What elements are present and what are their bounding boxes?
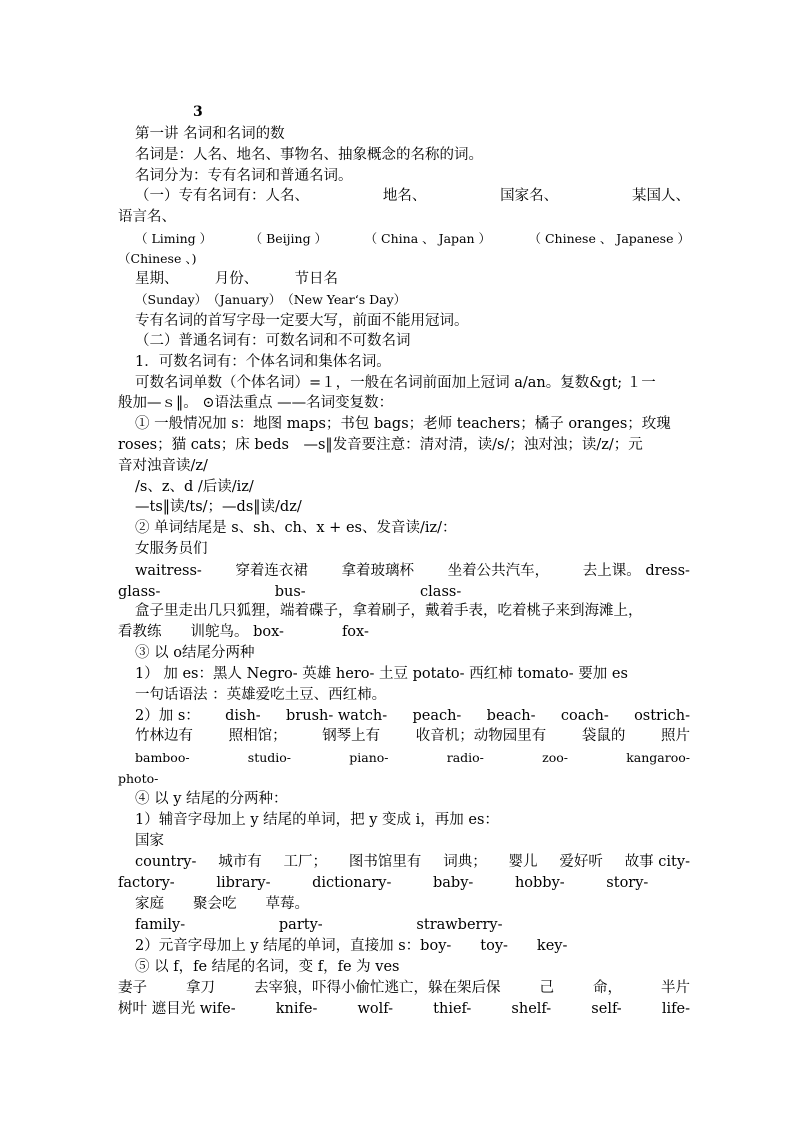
text-cell: 婴儿 — [508, 854, 538, 870]
text-cell: ostrich- — [634, 708, 690, 724]
text-line: 名词是：人名、地名、事物名、抽象概念的名称的词。 — [135, 147, 483, 163]
text-cell: 故事 city- — [624, 854, 690, 870]
text-cell: waitress- — [135, 563, 202, 579]
text-cell: 地名、 — [382, 188, 427, 204]
text-cell: brush- watch- — [286, 708, 388, 724]
text-line: /s、z、d /后读/iz/ — [135, 479, 254, 495]
text-cell: coach- — [560, 708, 609, 724]
text-line: ① 一般情况加 s：地图 maps；书包 bags；老师 teachers；橘子 oranges；玫瑰 — [135, 416, 671, 432]
text-cell: 竹林边有 — [135, 728, 193, 744]
text-cell: 词典； — [443, 854, 487, 870]
text-line: —ts‖读/ts/；—ds‖读/dz/ — [135, 499, 302, 515]
text-cell: （ China 、 Japan ） — [364, 231, 492, 246]
text-line: 可数名词单数（个体名词）=１，一般在名词前面加上冠词 a/an。复数&gt; １一 — [135, 375, 656, 391]
text-cell: 钢琴上有 — [322, 728, 381, 744]
text-line: 女服务员们 — [135, 541, 208, 557]
text-cell: peach- — [412, 708, 462, 724]
text-cell: bamboo- — [135, 750, 190, 765]
text-cell: story- — [606, 875, 649, 891]
text-cell: dictionary- — [312, 875, 392, 891]
text-cell: 去上课。 dress- — [582, 563, 690, 579]
text-line — [135, 706, 690, 726]
text-cell: 命， — [593, 980, 622, 996]
text-cell: zoo- — [542, 750, 568, 765]
text-cell: 收音机；动物园里有 — [415, 728, 547, 744]
text-cell: shelf- — [511, 1001, 552, 1017]
text-line: 盒子里走出几只狐狸，端着碟子，拿着刷子，戴着手表，吃着桃子来到海滩上， — [135, 603, 643, 619]
text-cell: 某国人、 — [631, 188, 690, 204]
text-line — [135, 915, 690, 935]
text-line — [135, 748, 690, 768]
text-line: （Sunday） （January） （New Year‘s Day） — [135, 292, 407, 307]
text-cell: life- — [661, 1001, 690, 1017]
text-cell: 图书馆里有 — [348, 854, 422, 870]
text-cell: bus- — [274, 584, 306, 600]
text-line — [118, 582, 690, 602]
text-cell: 半片 — [661, 980, 690, 996]
text-line: 音对浊音读/z/ — [118, 458, 208, 474]
text-line: ② 单词结尾是 s、sh、ch、x + es、发音读/iz/： — [135, 520, 457, 536]
text-line: 一句话语法 ：英雄爱吃土豆、西红柿。 — [135, 687, 387, 703]
text-cell: 爱好听 — [559, 854, 603, 870]
text-cell: hobby- — [514, 875, 565, 891]
text-cell: 照片 — [660, 728, 690, 744]
text-cell: piano- — [349, 750, 389, 765]
text-line — [135, 229, 690, 249]
text-cell: glass- — [118, 584, 161, 600]
text-cell: 袋鼠的 — [581, 728, 626, 744]
text-line: 般加—ｓ‖。 ⊙语法重点 ——名词变复数： — [118, 395, 394, 411]
text-cell: 去宰狼，吓得小偷忙逃亡，躲在架后保 — [254, 980, 501, 996]
text-cell: 拿刀 — [186, 980, 215, 996]
text-cell: kangaroo- — [626, 750, 690, 765]
text-cell: 坐着公共汽车， — [447, 563, 550, 579]
text-cell: baby- — [433, 875, 474, 891]
text-line: ⑤ 以 f，fe 结尾的名词，变 f，fe 为 ves — [135, 959, 400, 975]
text-line: （二）普通名词有：可数名词和不可数名词 — [135, 333, 411, 349]
text-line: 家庭 聚会吃 草莓。 — [135, 896, 309, 912]
text-cell: knife- — [275, 1001, 318, 1017]
text-cell: family- — [135, 917, 186, 933]
text-line — [118, 873, 690, 893]
text-cell: library- — [216, 875, 271, 891]
text-line — [135, 726, 690, 746]
text-line: （Chinese 、) — [118, 251, 197, 266]
text-line — [135, 186, 690, 206]
text-cell: 树叶 遮目光 wife- — [118, 1001, 236, 1017]
text-line: ④ 以 y 结尾的分两种： — [135, 791, 288, 807]
text-cell: factory- — [118, 875, 175, 891]
text-cell: dish- — [225, 708, 261, 724]
text-cell: 城市有 — [218, 854, 262, 870]
text-cell: （ Liming ） — [135, 231, 213, 246]
text-line: 2）元音字母加上 y 结尾的单词，直接加 s：boy- toy- key- — [135, 938, 568, 954]
text-cell: party- — [278, 917, 323, 933]
text-cell: beach- — [486, 708, 536, 724]
text-cell: 穿着连衣裙 — [235, 563, 308, 579]
text-cell: 国家名、 — [500, 188, 559, 204]
text-cell: 照相馆； — [228, 728, 287, 744]
text-cell: 己 — [539, 980, 554, 996]
text-cell: thief- — [433, 1001, 472, 1017]
text-line: ③ 以 o结尾分两种 — [135, 645, 255, 661]
text-line: 1） 加 es：黑人 Negro- 英雄 hero- 土豆 potato- 西红柿 tomato- 要加 es — [135, 666, 628, 682]
text-cell: wolf- — [357, 1001, 394, 1017]
text-cell: （ Chinese 、 Japanese ） — [528, 231, 690, 246]
text-cell: studio- — [247, 750, 292, 765]
text-line: 1．可数名词有：个体名词和集体名词。 — [135, 354, 391, 370]
text-cell: country- — [135, 854, 197, 870]
text-cell: （ Beijing ） — [249, 231, 328, 246]
text-cell: class- — [420, 584, 462, 600]
text-line — [118, 999, 690, 1019]
text-line: 语言名、 — [118, 209, 176, 225]
text-line: photo- — [118, 771, 159, 786]
text-line: 名词分为：专有名词和普通名词。 — [135, 168, 353, 184]
text-line: 专有名词的首写字母一定要大写，前面不能用冠词。 — [135, 313, 469, 329]
text-cell: 拿着玻璃杯 — [341, 563, 415, 579]
text-cell: 工厂； — [283, 854, 328, 870]
text-cell: 妻子 — [118, 980, 147, 996]
text-cell: self- — [591, 1001, 622, 1017]
text-line: 1）辅音字母加上 y 结尾的单词，把 y 变成 i，再加 es： — [135, 812, 499, 828]
text-line: roses；猫 cats；床 beds —s‖发音要注意：清对清，读/s/；浊对浊；读/z/；元 — [118, 437, 643, 453]
text-cell: radio- — [446, 750, 484, 765]
text-line — [135, 561, 690, 581]
text-cell: （一）专有名词有：人名、 — [135, 188, 309, 204]
text-line: 星期、 月份、 节日名 — [135, 271, 338, 287]
text-line: 看教练 训鸵鸟。 box- fox- — [118, 624, 369, 640]
text-cell: 2）加 s： — [135, 708, 200, 724]
page-number: 3 — [193, 104, 203, 120]
text-line: 第一讲 名词和名词的数 — [135, 126, 285, 142]
text-line — [118, 978, 690, 998]
text-cell: strawberry- — [416, 917, 503, 933]
text-line — [135, 852, 690, 872]
text-line: 国家 — [135, 833, 164, 849]
